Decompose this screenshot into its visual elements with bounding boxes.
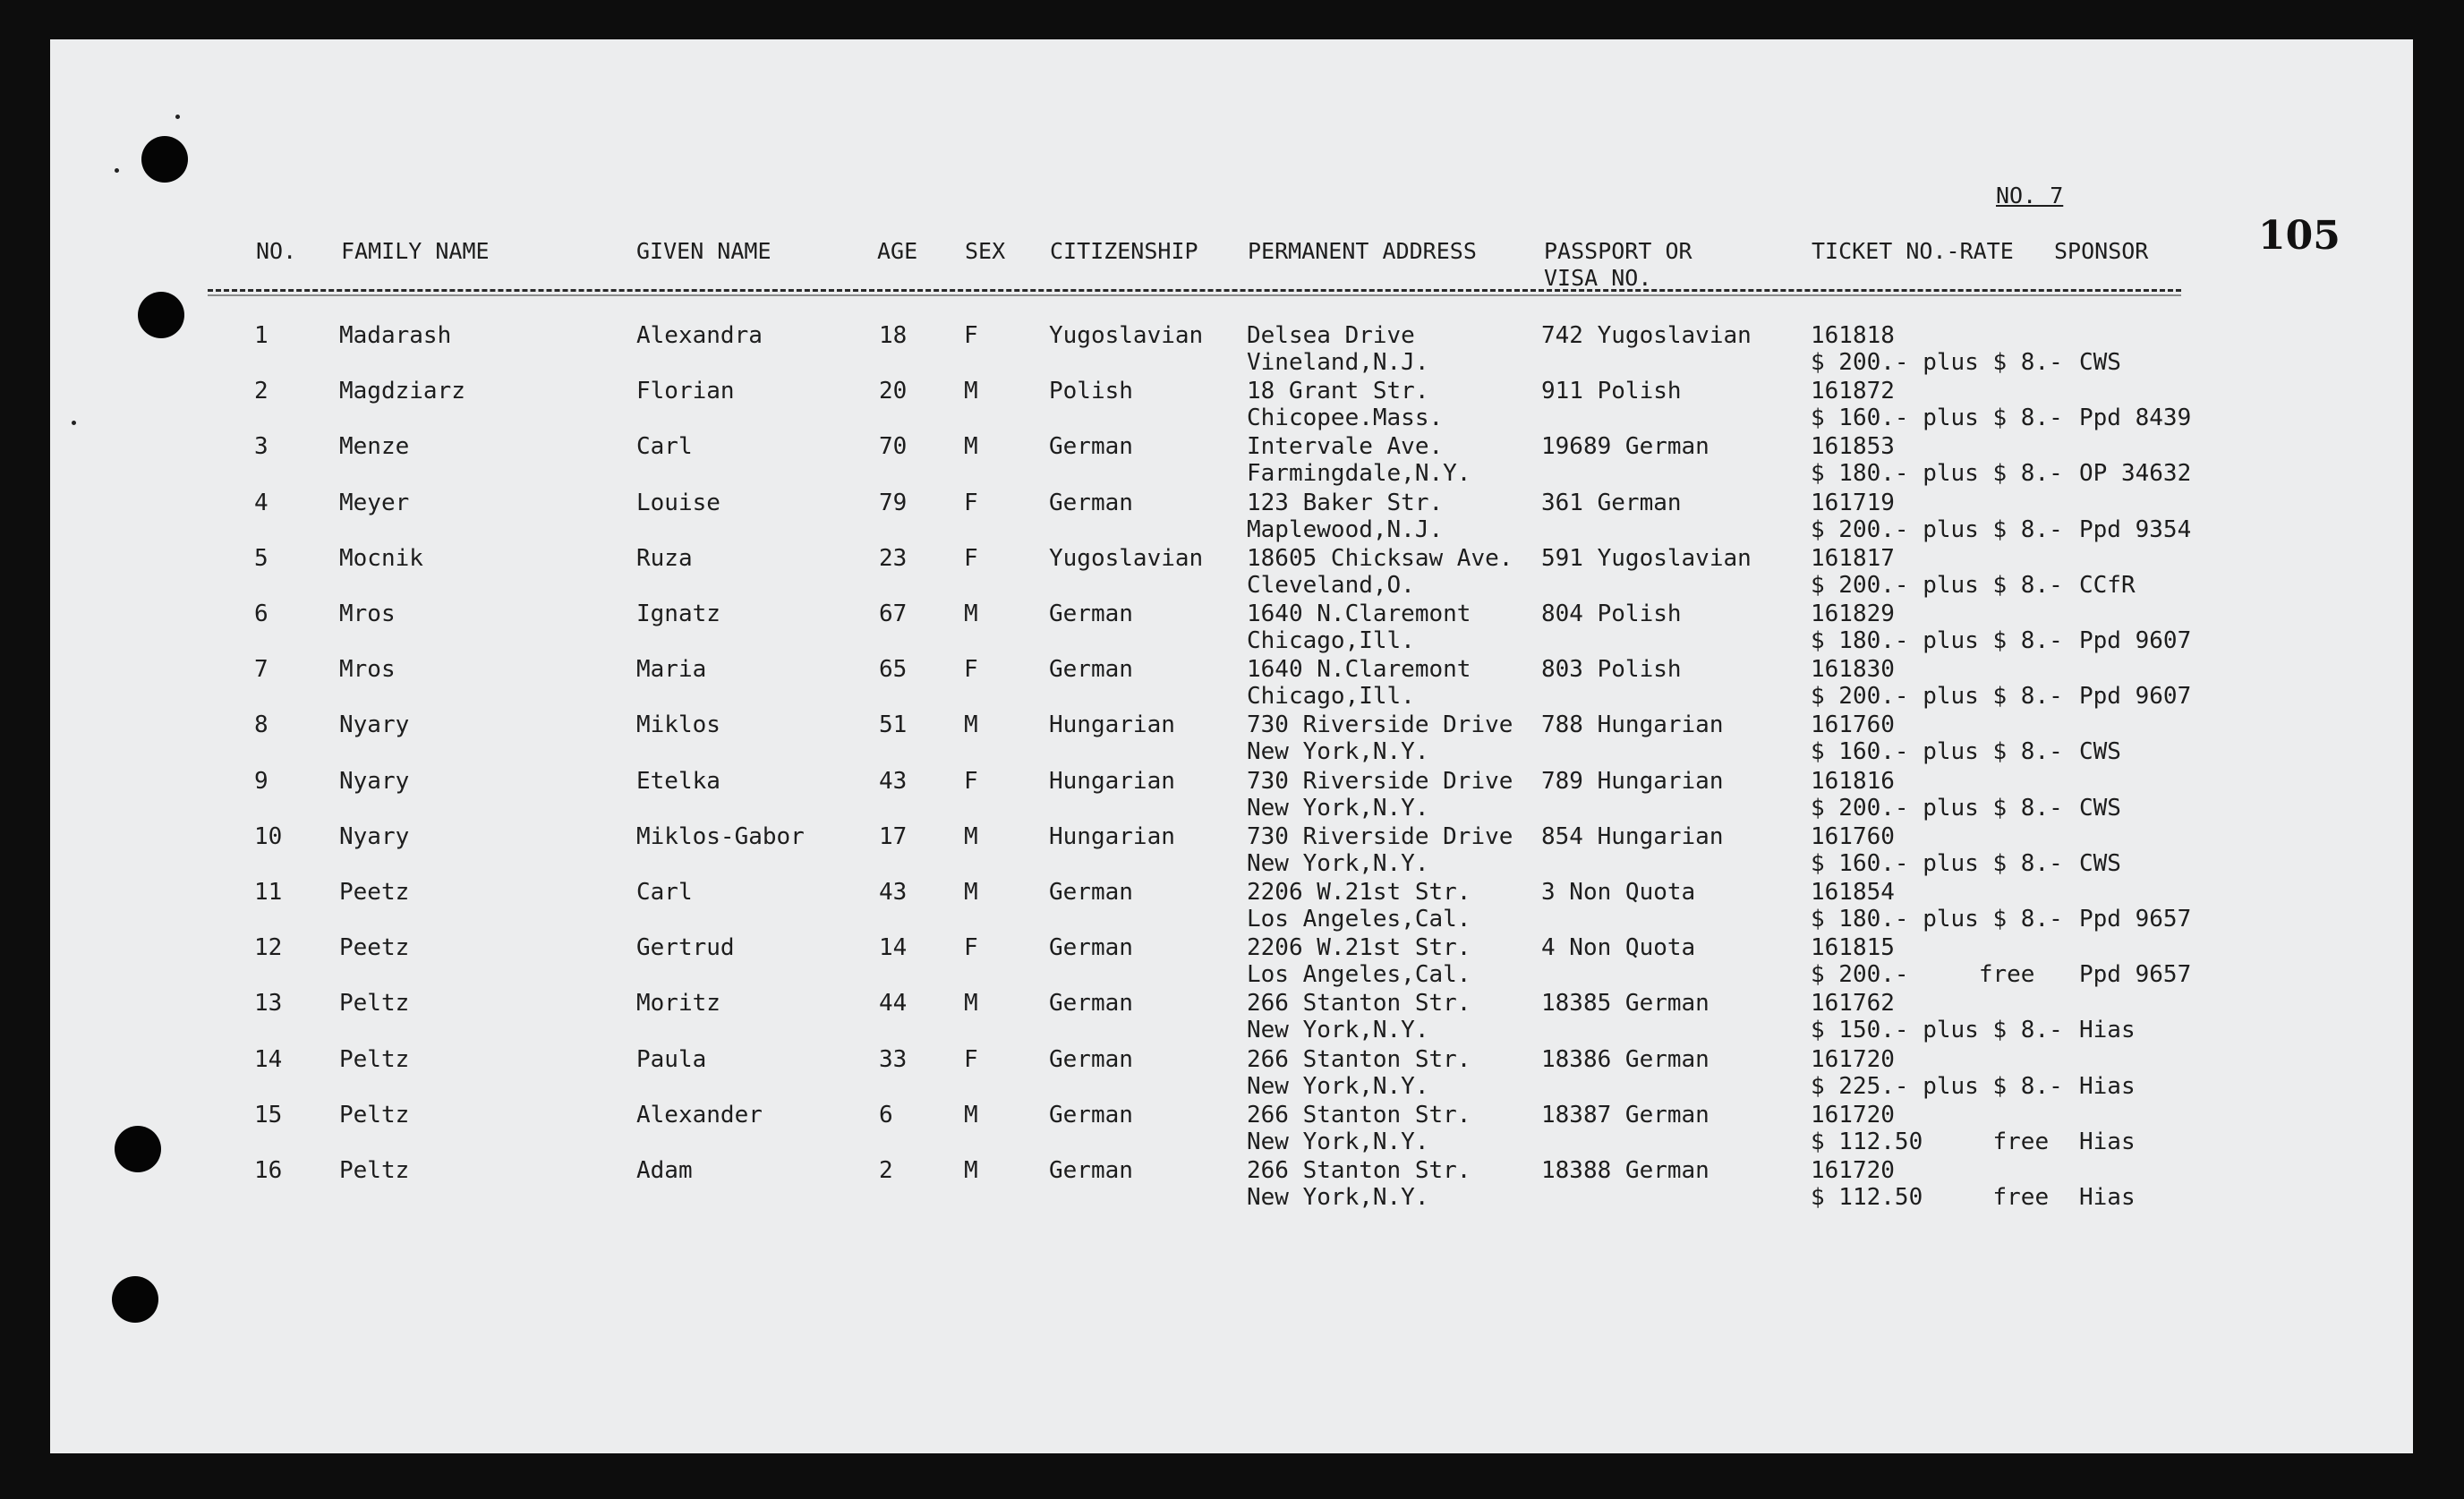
citizenship: Yugoslavian [1049, 544, 1204, 572]
address-line-2: New York,N.Y. [1247, 1072, 1429, 1100]
address-line-2: Chicago,Ill. [1247, 683, 1415, 711]
citizenship: Yugoslavian [1049, 322, 1204, 349]
ticket-rate: $ 160.- plus $ 8.- [1811, 738, 2063, 766]
ticket-no: 161720 [1811, 1157, 1895, 1184]
header-age: AGE [877, 238, 918, 264]
family-name: Magdziarz [339, 378, 465, 405]
address-line-1: 266 Stanton Str. [1247, 1101, 1471, 1129]
table-row [0, 1157, 2464, 1213]
address-line-1: Intervale Ave. [1247, 433, 1444, 461]
citizenship: Hungarian [1049, 822, 1175, 850]
age: 51 [879, 711, 908, 739]
address-line-2: New York,N.Y. [1247, 794, 1429, 822]
sponsor: Ppd 9657 [2079, 906, 2192, 933]
table-row [0, 545, 2464, 600]
address-line-1: Delsea Drive [1247, 322, 1415, 349]
sponsor: Hias [2079, 1128, 2136, 1155]
row-number: 9 [254, 767, 269, 795]
given-name: Carl [636, 433, 693, 461]
address-line-1: 730 Riverside Drive [1247, 822, 1513, 850]
sex: F [964, 489, 978, 516]
given-name: Miklos [636, 711, 720, 739]
address-line-2: New York,N.Y. [1247, 1017, 1429, 1044]
row-number: 7 [254, 656, 269, 684]
age: 2 [879, 1157, 893, 1184]
row-number: 12 [254, 934, 283, 962]
citizenship: German [1049, 990, 1133, 1018]
passport-visa-no: 18386 German [1541, 1045, 1709, 1073]
sex: F [964, 656, 978, 684]
ticket-no: 161818 [1811, 322, 1895, 349]
sponsor: Ppd 9657 [2079, 961, 2192, 989]
family-name: Peltz [339, 1157, 410, 1184]
sex: F [964, 322, 978, 349]
address-line-2: New York,N.Y. [1247, 1184, 1429, 1211]
given-name: Ignatz [636, 600, 720, 627]
passport-visa-no: 4 Non Quota [1541, 934, 1696, 962]
citizenship: German [1049, 489, 1133, 516]
citizenship: Polish [1049, 378, 1133, 405]
ticket-no: 161762 [1811, 990, 1895, 1018]
address-line-2: Maplewood,N.J. [1247, 515, 1444, 543]
family-name: Peetz [339, 934, 410, 962]
ticket-no: 161854 [1811, 879, 1895, 906]
given-name: Florian [636, 378, 735, 405]
ticket-no: 161760 [1811, 711, 1895, 739]
row-number: 11 [254, 879, 283, 906]
address-line-2: Farmingdale,N.Y. [1247, 460, 1471, 488]
ticket-rate: $ 225.- plus $ 8.- [1811, 1072, 2063, 1100]
citizenship: Hungarian [1049, 711, 1175, 739]
sponsor: Hias [2079, 1184, 2136, 1211]
sex: M [964, 433, 978, 461]
citizenship: German [1049, 1045, 1133, 1073]
citizenship: Hungarian [1049, 767, 1175, 795]
table-row [0, 322, 2464, 378]
passport-visa-no: 361 German [1541, 489, 1682, 516]
address-line-1: 730 Riverside Drive [1247, 767, 1513, 795]
ticket-rate: $ 180.- plus $ 8.- [1811, 906, 2063, 933]
family-name: Mros [339, 656, 396, 684]
family-name: Nyary [339, 767, 410, 795]
sponsor: CWS [2079, 849, 2121, 877]
row-number: 1 [254, 322, 269, 349]
address-line-2: Chicopee.Mass. [1247, 405, 1444, 432]
sex: M [964, 990, 978, 1018]
address-line-2: Chicago,Ill. [1247, 627, 1415, 654]
header-sponsor: SPONSOR [2054, 238, 2149, 264]
table-row [0, 823, 2464, 879]
age: 44 [879, 990, 908, 1018]
sex: F [964, 767, 978, 795]
address-line-2: Cleveland,O. [1247, 571, 1415, 599]
age: 20 [879, 378, 908, 405]
row-number: 6 [254, 600, 269, 627]
age: 14 [879, 934, 908, 962]
address-line-1: 730 Riverside Drive [1247, 711, 1513, 739]
row-number: 4 [254, 489, 269, 516]
ticket-rate: $ 112.50 free [1811, 1128, 2050, 1155]
table-row [0, 600, 2464, 656]
ticket-no: 161760 [1811, 822, 1895, 850]
sponsor: Hias [2079, 1072, 2136, 1100]
header-no: NO. [256, 238, 297, 264]
sponsor: CWS [2079, 349, 2121, 376]
given-name: Paula [636, 1045, 707, 1073]
ticket-rate: $ 200.- plus $ 8.- [1811, 683, 2063, 711]
table-row [0, 1046, 2464, 1102]
passport-visa-no: 18387 German [1541, 1101, 1709, 1129]
address-line-1: 1640 N.Claremont [1247, 656, 1471, 684]
family-name: Peltz [339, 1101, 410, 1129]
passport-visa-no: 789 Hungarian [1541, 767, 1724, 795]
ticket-rate: $ 200.- plus $ 8.- [1811, 571, 2063, 599]
address-line-2: New York,N.Y. [1247, 738, 1429, 766]
passport-visa-no: 742 Yugoslavian [1541, 322, 1752, 349]
ticket-no: 161815 [1811, 934, 1895, 962]
given-name: Adam [636, 1157, 693, 1184]
address-line-1: 18 Grant Str. [1247, 378, 1429, 405]
row-number: 16 [254, 1157, 283, 1184]
citizenship: German [1049, 934, 1133, 962]
family-name: Mocnik [339, 544, 423, 572]
table-row [0, 490, 2464, 545]
sex: M [964, 879, 978, 906]
given-name: Louise [636, 489, 720, 516]
row-number: 14 [254, 1045, 283, 1073]
sponsor: Ppd 9607 [2079, 683, 2192, 711]
passport-visa-no: 3 Non Quota [1541, 879, 1696, 906]
given-name: Ruza [636, 544, 693, 572]
sex: M [964, 711, 978, 739]
table-row [0, 656, 2464, 711]
row-number: 8 [254, 711, 269, 739]
address-line-1: 2206 W.21st Str. [1247, 934, 1471, 962]
ticket-no: 161829 [1811, 600, 1895, 627]
citizenship: German [1049, 1101, 1133, 1129]
address-line-2: Vineland,N.J. [1247, 349, 1429, 376]
header-sex: SEX [965, 238, 1006, 264]
speck [175, 115, 180, 119]
age: 6 [879, 1101, 893, 1129]
binder-hole [112, 1276, 158, 1323]
ticket-rate: $ 180.- plus $ 8.- [1811, 460, 2063, 488]
given-name: Carl [636, 879, 693, 906]
passport-visa-no: 788 Hungarian [1541, 711, 1724, 739]
table-row [0, 1102, 2464, 1157]
family-name: Peltz [339, 990, 410, 1018]
address-line-2: New York,N.Y. [1247, 849, 1429, 877]
row-number: 2 [254, 378, 269, 405]
header-ticket-rate: TICKET NO.-RATE [1812, 238, 2014, 264]
passport-visa-no: 911 Polish [1541, 378, 1682, 405]
given-name: Alexandra [636, 322, 763, 349]
sex: M [964, 1157, 978, 1184]
header-rule [208, 289, 2181, 292]
sponsor: Hias [2079, 1017, 2136, 1044]
table-row [0, 378, 2464, 433]
row-number: 3 [254, 433, 269, 461]
ticket-rate: $ 160.- plus $ 8.- [1811, 405, 2063, 432]
sponsor: Ppd 9607 [2079, 627, 2192, 654]
passport-visa-no: 591 Yugoslavian [1541, 544, 1752, 572]
ticket-no: 161720 [1811, 1045, 1895, 1073]
age: 43 [879, 767, 908, 795]
address-line-1: 266 Stanton Str. [1247, 1157, 1471, 1184]
passport-visa-no: 19689 German [1541, 433, 1709, 461]
family-name: Nyary [339, 822, 410, 850]
table-row [0, 433, 2464, 489]
age: 43 [879, 879, 908, 906]
address-line-1: 266 Stanton Str. [1247, 1045, 1471, 1073]
citizenship: German [1049, 600, 1133, 627]
sponsor: Ppd 8439 [2079, 405, 2192, 432]
passport-visa-no: 18388 German [1541, 1157, 1709, 1184]
age: 17 [879, 822, 908, 850]
row-number: 13 [254, 990, 283, 1018]
row-number: 10 [254, 822, 283, 850]
table-row [0, 879, 2464, 934]
address-line-1: 123 Baker Str. [1247, 489, 1444, 516]
family-name: Mros [339, 600, 396, 627]
address-line-1: 2206 W.21st Str. [1247, 879, 1471, 906]
given-name: Maria [636, 656, 707, 684]
ticket-rate: $ 150.- plus $ 8.- [1811, 1017, 2063, 1044]
address-line-2: Los Angeles,Cal. [1247, 961, 1471, 989]
header-family-name: FAMILY NAME [341, 238, 490, 264]
sex: M [964, 822, 978, 850]
address-line-1: 1640 N.Claremont [1247, 600, 1471, 627]
sex: F [964, 934, 978, 962]
ticket-rate: $ 200.- plus $ 8.- [1811, 794, 2063, 822]
table-row [0, 711, 2464, 767]
given-name: Etelka [636, 767, 720, 795]
sponsor: CCfR [2079, 571, 2136, 599]
family-name: Nyary [339, 711, 410, 739]
age: 65 [879, 656, 908, 684]
sponsor: CWS [2079, 794, 2121, 822]
sex: M [964, 378, 978, 405]
given-name: Alexander [636, 1101, 763, 1129]
table-row [0, 768, 2464, 823]
address-line-2: New York,N.Y. [1247, 1128, 1429, 1155]
age: 70 [879, 433, 908, 461]
row-number: 15 [254, 1101, 283, 1129]
sex: M [964, 600, 978, 627]
family-name: Meyer [339, 489, 410, 516]
list-number: NO. 7 [1996, 183, 2064, 209]
header-given-name: GIVEN NAME [636, 238, 772, 264]
sponsor: OP 34632 [2079, 460, 2192, 488]
ticket-no: 161720 [1811, 1101, 1895, 1129]
age: 33 [879, 1045, 908, 1073]
row-number: 5 [254, 544, 269, 572]
given-name: Moritz [636, 990, 720, 1018]
passport-visa-no: 854 Hungarian [1541, 822, 1724, 850]
ticket-no: 161853 [1811, 433, 1895, 461]
ticket-no: 161872 [1811, 378, 1895, 405]
ticket-rate: $ 200.- free [1811, 961, 2035, 989]
sponsor: CWS [2079, 738, 2121, 766]
ticket-no: 161816 [1811, 767, 1895, 795]
table-row [0, 934, 2464, 990]
ticket-rate: $ 160.- plus $ 8.- [1811, 849, 2063, 877]
table-row [0, 990, 2464, 1045]
passport-visa-no: 804 Polish [1541, 600, 1682, 627]
sex: F [964, 1045, 978, 1073]
sex: F [964, 544, 978, 572]
citizenship: German [1049, 879, 1133, 906]
page-number: 105 [2258, 213, 2340, 259]
ticket-no: 161830 [1811, 656, 1895, 684]
speck [115, 168, 119, 173]
address-line-1: 266 Stanton Str. [1247, 990, 1471, 1018]
citizenship: German [1049, 433, 1133, 461]
ticket-rate: $ 200.- plus $ 8.- [1811, 349, 2063, 376]
address-line-2: Los Angeles,Cal. [1247, 906, 1471, 933]
header-citizenship: CITIZENSHIP [1050, 238, 1198, 264]
ticket-no: 161719 [1811, 489, 1895, 516]
family-name: Madarash [339, 322, 452, 349]
ticket-no: 161817 [1811, 544, 1895, 572]
age: 79 [879, 489, 908, 516]
citizenship: German [1049, 1157, 1133, 1184]
family-name: Peltz [339, 1045, 410, 1073]
address-line-1: 18605 Chicksaw Ave. [1247, 544, 1513, 572]
sex: M [964, 1101, 978, 1129]
age: 23 [879, 544, 908, 572]
ticket-rate: $ 112.50 free [1811, 1184, 2050, 1211]
sponsor: Ppd 9354 [2079, 515, 2192, 543]
age: 18 [879, 322, 908, 349]
citizenship: German [1049, 656, 1133, 684]
binder-hole [141, 136, 188, 183]
age: 67 [879, 600, 908, 627]
family-name: Peetz [339, 879, 410, 906]
header-permanent-address: PERMANENT ADDRESS [1248, 238, 1477, 264]
passport-visa-no: 18385 German [1541, 990, 1709, 1018]
family-name: Menze [339, 433, 410, 461]
ticket-rate: $ 200.- plus $ 8.- [1811, 515, 2063, 543]
given-name: Gertrud [636, 934, 735, 962]
header-passport: PASSPORT OR [1544, 238, 1692, 264]
given-name: Miklos-Gabor [636, 822, 805, 850]
passport-visa-no: 803 Polish [1541, 656, 1682, 684]
ticket-rate: $ 180.- plus $ 8.- [1811, 627, 2063, 654]
header-visa-no: VISA NO. [1544, 265, 1652, 291]
header-rule [208, 294, 2181, 296]
